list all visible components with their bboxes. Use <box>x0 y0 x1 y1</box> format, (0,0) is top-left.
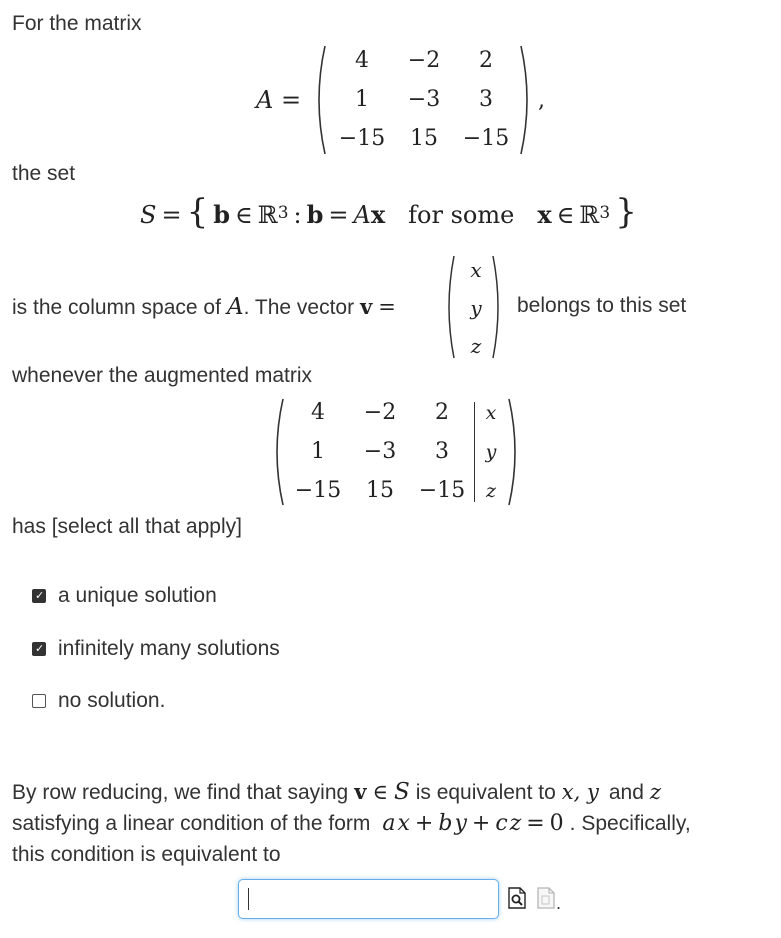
explanation-text: and <box>608 781 644 804</box>
select-prompt: has [select all that apply] <box>12 515 242 538</box>
matrix-cell: −3 <box>363 439 397 464</box>
the-set-text: the set <box>12 162 76 185</box>
vector-entry: y <box>470 296 482 320</box>
open-brace: { <box>186 192 209 232</box>
vector-b: b <box>213 200 230 229</box>
belongs-text: belongs to this set <box>517 294 687 317</box>
option-label[interactable]: no solution. <box>58 689 166 712</box>
element-of: ∈ <box>234 201 253 229</box>
matrix-cell: 15 <box>410 126 438 151</box>
matrix-cell: −2 <box>363 400 397 425</box>
vector-v: v <box>360 294 373 319</box>
matrix-cell: 3 <box>479 87 493 112</box>
left-paren <box>312 44 328 156</box>
matrix-cell: 4 <box>311 400 325 425</box>
variables-xy: x, y <box>561 780 599 804</box>
column-space-line <box>12 294 396 320</box>
option-unique-solution[interactable] <box>32 584 217 608</box>
equation-editor-icon[interactable] <box>537 887 555 909</box>
matrix-a-ref: A <box>226 294 244 320</box>
set-s-ref: S <box>393 779 410 805</box>
vector-v: v <box>354 779 367 804</box>
option-label[interactable]: a unique solution <box>58 584 217 607</box>
check-icon: ✓ <box>35 589 45 602</box>
equals: = <box>328 201 349 229</box>
explanation-line-3: this condition is equivalent to <box>12 843 281 866</box>
right-paren <box>518 44 534 156</box>
checkbox-checked[interactable] <box>32 589 46 603</box>
matrix-a-ref: A <box>353 201 371 229</box>
left-paren <box>443 254 457 360</box>
vector-b: b <box>306 200 324 229</box>
plus: + <box>471 811 491 836</box>
explanation-text: By row reducing, we find that saying <box>12 781 349 804</box>
coef-c: c <box>495 811 508 836</box>
matrix-cell: 2 <box>479 48 493 73</box>
coef-b: b <box>438 811 453 836</box>
variable-z: z <box>649 780 661 804</box>
checkbox-unchecked[interactable] <box>32 694 46 708</box>
matrix-a-comma: , <box>538 88 545 113</box>
matrix-cell: 15 <box>366 478 394 503</box>
reals-symbol: ℝ <box>257 201 278 229</box>
column-space-text: is the column space of <box>12 296 221 319</box>
matrix-cell: −15 <box>462 126 510 151</box>
augment-rhs: x <box>485 402 497 424</box>
colon: : <box>293 201 302 229</box>
set-s-eq: = <box>161 201 182 229</box>
matrix-cell: −15 <box>418 478 466 503</box>
whenever-text: whenever the augmented matrix <box>12 364 312 387</box>
matrix-cell: 2 <box>435 400 449 425</box>
linear-condition <box>382 811 563 836</box>
matrix-cell: −2 <box>407 48 441 73</box>
preview-icon[interactable] <box>508 887 526 909</box>
close-brace: } <box>615 192 637 232</box>
var-y: y <box>454 811 467 836</box>
reals-symbol: ℝ <box>579 201 600 229</box>
exponent: 3 <box>599 203 611 223</box>
matrix-cell: 1 <box>311 439 325 464</box>
element-of: ∈ <box>372 780 388 804</box>
plus: + <box>414 811 434 836</box>
set-s-name: S <box>140 201 157 229</box>
vector-entry: x <box>470 258 482 282</box>
left-paren <box>270 397 286 507</box>
augment-rhs: z <box>485 480 497 502</box>
equals: = <box>526 811 545 836</box>
text-caret <box>248 888 249 910</box>
coef-a: a <box>382 811 396 836</box>
set-s-definition <box>140 192 637 232</box>
checkbox-checked[interactable] <box>32 642 46 656</box>
answer-input[interactable] <box>238 879 499 919</box>
option-infinitely-many[interactable] <box>32 637 280 661</box>
matrix-cell: 4 <box>355 48 369 73</box>
option-label[interactable]: infinitely many solutions <box>58 637 280 660</box>
matrix-a-eq: = <box>281 86 302 114</box>
vector-v-eq: = <box>378 295 396 319</box>
explanation-line-1 <box>12 779 661 805</box>
the-vector-text: . The vector <box>243 296 355 319</box>
element-of: ∈ <box>556 201 575 229</box>
right-paren <box>506 397 522 507</box>
vector-x: x <box>370 200 386 229</box>
var-z: z <box>509 811 522 836</box>
matrix-a-name: A <box>256 86 274 114</box>
answer-trailing-period: . <box>556 893 562 913</box>
explanation-text: satisfying a linear condition of the form <box>12 812 371 835</box>
var-x: x <box>397 811 410 836</box>
vector-entry: z <box>470 334 482 358</box>
intro-text: For the matrix <box>12 12 142 35</box>
matrix-cell: 1 <box>355 87 369 112</box>
matrix-cell: −15 <box>294 478 342 503</box>
matrix-cell: −3 <box>407 87 441 112</box>
vector-x: x <box>537 200 552 229</box>
augment-rhs: y <box>485 441 497 463</box>
matrix-cell: 3 <box>435 439 449 464</box>
augment-divider <box>474 402 475 502</box>
right-paren <box>490 254 504 360</box>
check-icon: ✓ <box>35 642 45 655</box>
for-some: for some <box>408 201 515 229</box>
explanation-line-2 <box>12 811 691 836</box>
exponent: 3 <box>277 203 289 223</box>
matrix-cell: −15 <box>338 126 386 151</box>
option-no-solution[interactable] <box>32 689 165 713</box>
explanation-text: is equivalent to <box>415 781 556 804</box>
zero: 0 <box>549 811 564 836</box>
explanation-text: . Specifically, <box>569 812 691 835</box>
